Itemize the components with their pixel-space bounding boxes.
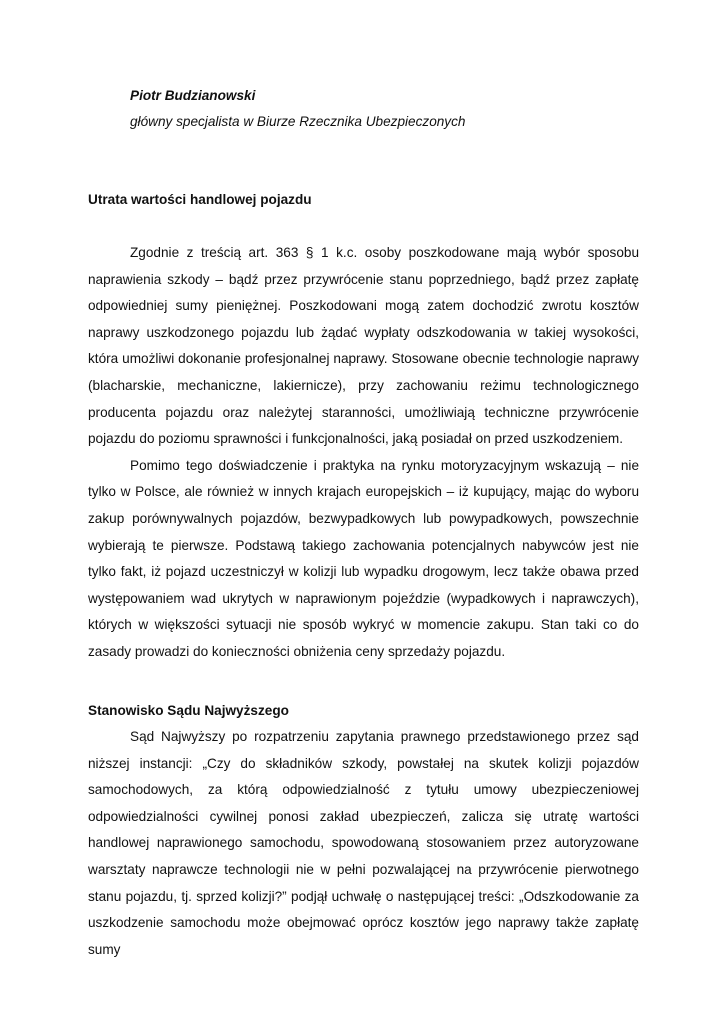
section-paragraph: Sąd Najwyższy po rozpatrzeniu zapytania prawnego przedstawionego przez sąd niższej instancji: „Czy do składników szkody, powstałej na skutek kolizji pojazdów samochodowych, za którą odpowiedzialność z tytułu umowy ubezpieczeniowej odpowiedzialności cywilnej ponosi zakład ubezpieczeń, zalicza się utratę wartości handlowej naprawionego samochodu, spowodowaną stosowaniem przez autoryzowane warsztaty naprawcze technologii nie w pełni pozwalającej na przywrócenie pierwotnego stanu pojazdu, tj. sprzed kolizji?” podjął uchwałę o następującej treści: „Odszkodowanie za uszkodzenie samochodu może obejmować oprócz kosztów jego naprawy także zapłatę sumy — [88, 729, 639, 957]
article-title: Utrata wartości handlowej pojazdu — [88, 192, 312, 207]
section-title: Stanowisko Sądu Najwyższego — [88, 702, 289, 718]
author-role: główny specjalista w Biurze Rzecznika Ubezpieczonych — [130, 114, 466, 129]
document-body — [88, 86, 639, 963]
body-paragraph-2: Pomimo tego doświadczenie i praktyka na rynku motoryzacyjnym wskazują – nie tylko w Polsce, ale również w innych krajach europejskich – iż kupujący, mając do wyboru zakup porównywalnych pojazdów, bezwypadkowych lub powypadkowych, powszechnie wybierają te pierwsze. Podstawą takiego zachowania potencjalnych nabywców jest nie tylko fakt, iż pojazd uczestniczył w kolizji lub wypadku drogowym, lecz także obawa przed występowaniem wad ukrytych w naprawionym pojeździe (wypadkowych i naprawczych), których w większości sytuacji nie sposób wykryć w momencie zakupu. Stan taki co do zasady prowadzi do konieczności obniżenia ceny sprzedaży pojazdu. — [88, 457, 639, 659]
body-paragraph-1: Zgodnie z treścią art. 363 § 1 k.c. osoby poszkodowane mają wybór sposobu naprawienia szkody – bądź przez przywrócenie stanu poprzedniego, bądź przez zapłatę odpowiedniej sumy pieniężnej. Poszkodowani mogą zatem dochodzić zwrotu kosztów naprawy uszkodzonego pojazdu lub żądać wypłaty odszkodowania w takiej wysokości, która umożliwi dokonanie profesjonalnej naprawy. Stosowane obecnie technologie naprawy (blacharskie, mechaniczne, lakiernicze), przy zachowaniu reżimu technologicznego producenta pojazdu oraz należytej staranności, umożliwiają techniczne przywrócenie pojazdu do poziomu sprawności i funkcjonalności, jaką posiadał on przed uszkodzeniem. — [88, 245, 639, 447]
author-name: Piotr Budzianowski — [130, 88, 256, 103]
